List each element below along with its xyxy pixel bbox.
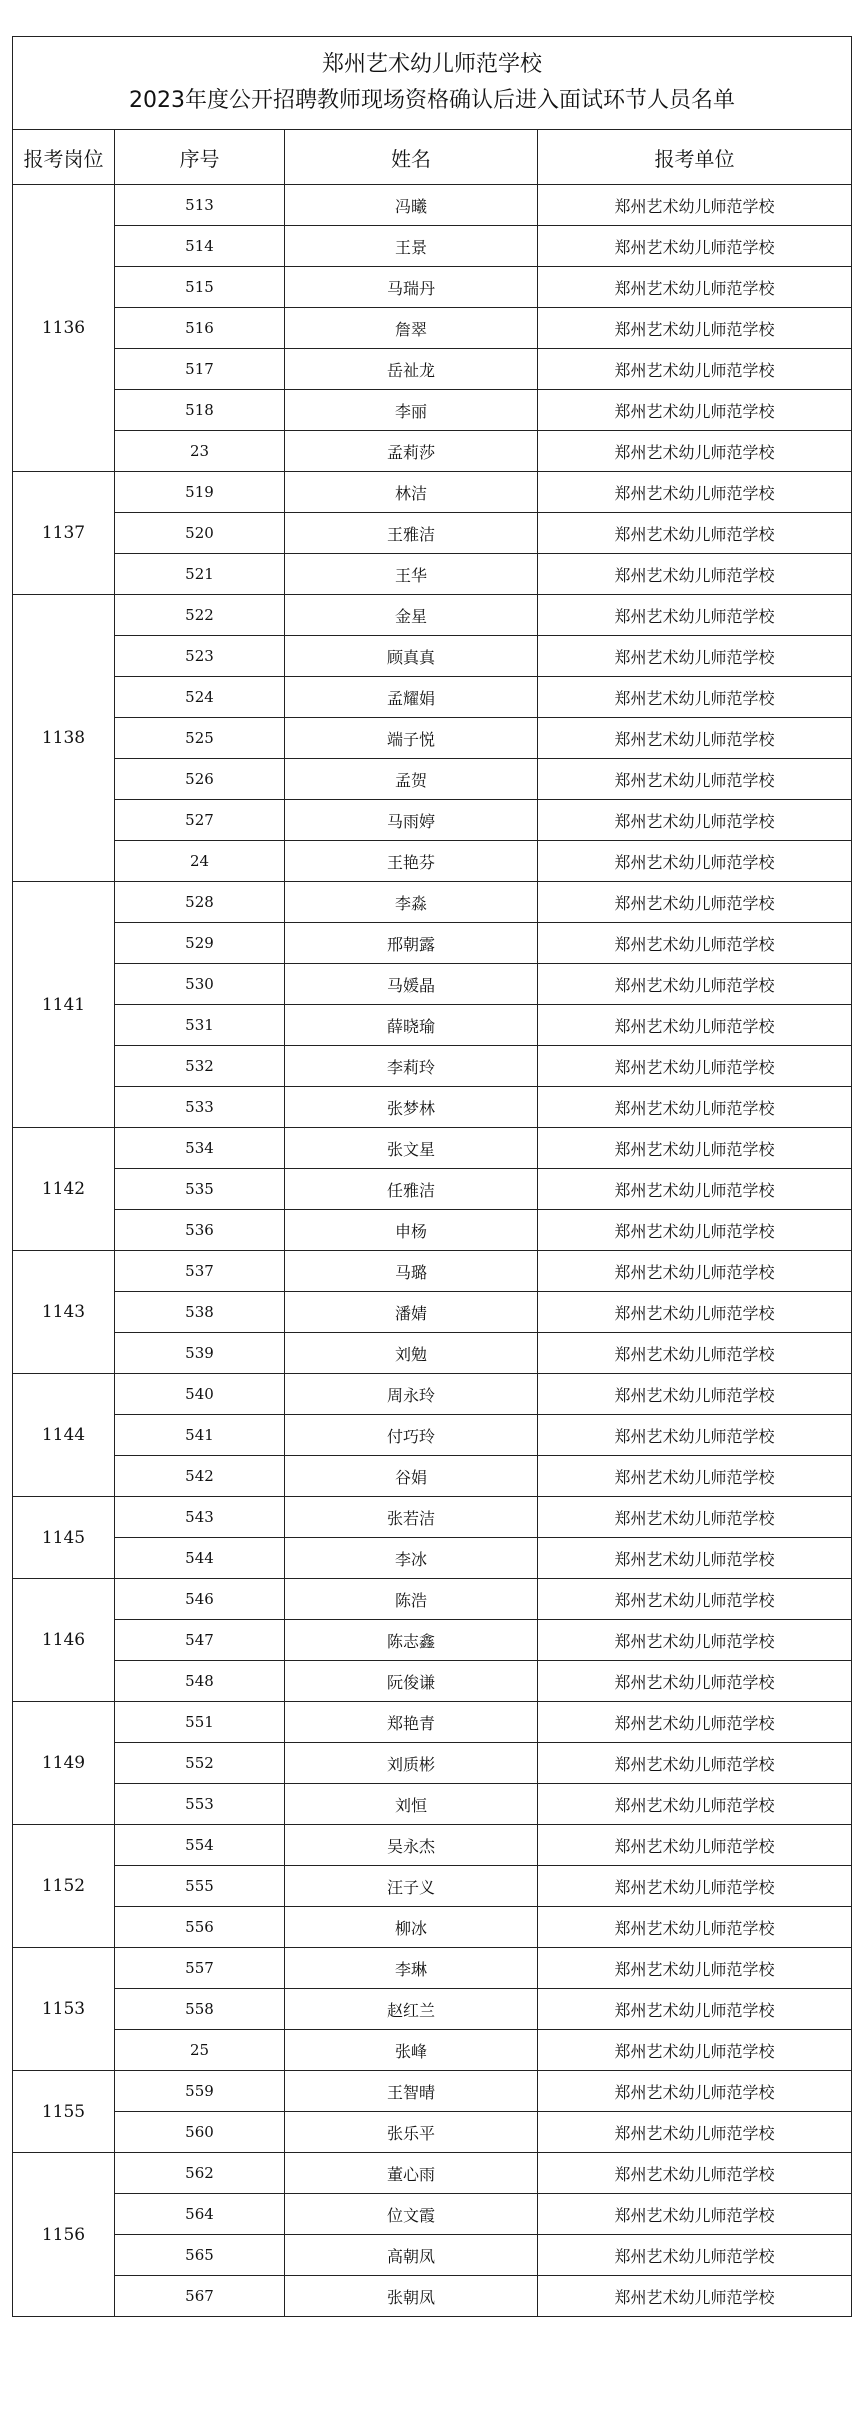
person-name-cell: 张文星 [285,1128,538,1169]
unit-cell: 郑州艺术幼儿师范学校 [538,349,852,390]
table-row [13,1005,852,1046]
unit-cell: 郑州艺术幼儿师范学校 [538,1825,852,1866]
table-row [13,2276,852,2317]
table-row [13,2071,852,2112]
person-name-cell: 李冰 [285,1538,538,1579]
post-code-cell: 1142 [13,1128,115,1251]
post-code-cell: 1138 [13,595,115,882]
post-code-cell: 1153 [13,1948,115,2071]
person-name-cell: 汪子义 [285,1866,538,1907]
serial-number-cell: 551 [115,1702,285,1743]
unit-cell: 郑州艺术幼儿师范学校 [538,390,852,431]
unit-cell: 郑州艺术幼儿师范学校 [538,800,852,841]
person-name-cell: 阮俊谦 [285,1661,538,1702]
table-row [13,1374,852,1415]
post-code-cell: 1137 [13,472,115,595]
serial-number-cell: 521 [115,554,285,595]
person-name-cell: 董心雨 [285,2153,538,2194]
person-name-cell: 邢朝露 [285,923,538,964]
table-row [13,431,852,472]
serial-number-cell: 557 [115,1948,285,1989]
table-row [13,1825,852,1866]
person-name-cell: 薛晓瑜 [285,1005,538,1046]
table-row [13,1251,852,1292]
unit-cell: 郑州艺术幼儿师范学校 [538,308,852,349]
person-name-cell: 陈志鑫 [285,1620,538,1661]
person-name-cell: 李淼 [285,882,538,923]
person-name-cell: 李琳 [285,1948,538,1989]
table-row [13,2112,852,2153]
person-name-cell: 张朝凤 [285,2276,538,2317]
unit-cell: 郑州艺术幼儿师范学校 [538,1251,852,1292]
serial-number-cell: 513 [115,185,285,226]
table-row [13,1046,852,1087]
header-post: 报考岗位 [13,130,115,185]
serial-number-cell: 519 [115,472,285,513]
table-row [13,554,852,595]
serial-number-cell: 525 [115,718,285,759]
unit-cell: 郑州艺术幼儿师范学校 [538,1702,852,1743]
title-school-name: 郑州艺术幼儿师范学校 [321,52,542,77]
table-row [13,1989,852,2030]
serial-number-cell: 538 [115,1292,285,1333]
unit-cell: 郑州艺术幼儿师范学校 [538,2030,852,2071]
post-code-cell: 1156 [13,2153,115,2317]
unit-cell: 郑州艺术幼儿师范学校 [538,226,852,267]
serial-number-cell: 514 [115,226,285,267]
table-row [13,1497,852,1538]
unit-cell: 郑州艺术幼儿师范学校 [538,1866,852,1907]
table-row [13,636,852,677]
unit-cell: 郑州艺术幼儿师范学校 [538,1292,852,1333]
header-unit: 报考单位 [538,130,852,185]
serial-number-cell: 541 [115,1415,285,1456]
serial-number-cell: 544 [115,1538,285,1579]
unit-cell: 郑州艺术幼儿师范学校 [538,1579,852,1620]
post-code-cell: 1145 [13,1497,115,1579]
unit-cell: 郑州艺术幼儿师范学校 [538,185,852,226]
unit-cell: 郑州艺术幼儿师范学校 [538,2071,852,2112]
serial-number-cell: 523 [115,636,285,677]
unit-cell: 郑州艺术幼儿师范学校 [538,1784,852,1825]
table-row [13,1866,852,1907]
serial-number-cell: 528 [115,882,285,923]
personnel-table [12,36,852,2317]
serial-number-cell: 524 [115,677,285,718]
unit-cell: 郑州艺术幼儿师范学校 [538,1538,852,1579]
unit-cell: 郑州艺术幼儿师范学校 [538,923,852,964]
unit-cell: 郑州艺术幼儿师范学校 [538,2153,852,2194]
person-name-cell: 王景 [285,226,538,267]
table-row [13,964,852,1005]
person-name-cell: 张若洁 [285,1497,538,1538]
table-row [13,267,852,308]
table-row [13,349,852,390]
unit-cell: 郑州艺术幼儿师范学校 [538,718,852,759]
serial-number-cell: 534 [115,1128,285,1169]
table-row [13,1210,852,1251]
table-row [13,472,852,513]
table-row [13,1743,852,1784]
unit-cell: 郑州艺术幼儿师范学校 [538,1948,852,1989]
table-row [13,1292,852,1333]
person-name-cell: 高朝凤 [285,2235,538,2276]
person-name-cell: 詹翠 [285,308,538,349]
serial-number-cell: 518 [115,390,285,431]
post-code-cell: 1155 [13,2071,115,2153]
unit-cell: 郑州艺术幼儿师范学校 [538,759,852,800]
person-name-cell: 吴永杰 [285,1825,538,1866]
title-list-description: 2023年度公开招聘教师现场资格确认后进入面试环节人员名单 [129,88,735,113]
serial-number-cell: 515 [115,267,285,308]
table-row [13,390,852,431]
person-name-cell: 王艳芬 [285,841,538,882]
table-row [13,308,852,349]
serial-number-cell: 530 [115,964,285,1005]
person-name-cell: 马雨婷 [285,800,538,841]
table-row [13,1579,852,1620]
serial-number-cell: 529 [115,923,285,964]
serial-number-cell: 564 [115,2194,285,2235]
serial-number-cell: 533 [115,1087,285,1128]
table-row [13,513,852,554]
table-row [13,2030,852,2071]
serial-number-cell: 25 [115,2030,285,2071]
unit-cell: 郑州艺术幼儿师范学校 [538,636,852,677]
table-row [13,1661,852,1702]
person-name-cell: 刘恒 [285,1784,538,1825]
person-name-cell: 郑艳青 [285,1702,538,1743]
person-name-cell: 付巧玲 [285,1415,538,1456]
unit-cell: 郑州艺术幼儿师范学校 [538,1005,852,1046]
table-row [13,2153,852,2194]
person-name-cell: 李丽 [285,390,538,431]
unit-cell: 郑州艺术幼儿师范学校 [538,2276,852,2317]
unit-cell: 郑州艺术幼儿师范学校 [538,1169,852,1210]
serial-number-cell: 552 [115,1743,285,1784]
table-row [13,1538,852,1579]
person-name-cell: 岳祉龙 [285,349,538,390]
unit-cell: 郑州艺术幼儿师范学校 [538,1333,852,1374]
unit-cell: 郑州艺术幼儿师范学校 [538,1046,852,1087]
person-name-cell: 马瑞丹 [285,267,538,308]
person-name-cell: 周永玲 [285,1374,538,1415]
serial-number-cell: 562 [115,2153,285,2194]
person-name-cell: 冯曦 [285,185,538,226]
serial-number-cell: 522 [115,595,285,636]
person-name-cell: 潘婧 [285,1292,538,1333]
table-row [13,1948,852,1989]
table-row [13,1169,852,1210]
serial-number-cell: 555 [115,1866,285,1907]
unit-cell: 郑州艺术幼儿师范学校 [538,1661,852,1702]
unit-cell: 郑州艺术幼儿师范学校 [538,1210,852,1251]
table-row [13,923,852,964]
person-name-cell: 赵红兰 [285,1989,538,2030]
table-row [13,1620,852,1661]
table-row [13,759,852,800]
serial-number-cell: 516 [115,308,285,349]
table-row [13,1784,852,1825]
post-code-cell: 1143 [13,1251,115,1374]
serial-number-cell: 554 [115,1825,285,1866]
unit-cell: 郑州艺术幼儿师范学校 [538,677,852,718]
serial-number-cell: 537 [115,1251,285,1292]
post-code-cell: 1152 [13,1825,115,1948]
person-name-cell: 王雅洁 [285,513,538,554]
post-code-cell: 1144 [13,1374,115,1497]
person-name-cell: 金星 [285,595,538,636]
person-name-cell: 陈浩 [285,1579,538,1620]
table-row [13,1907,852,1948]
table-row [13,800,852,841]
serial-number-cell: 546 [115,1579,285,1620]
unit-cell: 郑州艺术幼儿师范学校 [538,513,852,554]
unit-cell: 郑州艺术幼儿师范学校 [538,1415,852,1456]
unit-cell: 郑州艺术幼儿师范学校 [538,1456,852,1497]
person-name-cell: 端子悦 [285,718,538,759]
table-row [13,882,852,923]
serial-number-cell: 560 [115,2112,285,2153]
table-body [13,185,852,2317]
personnel-list-sheet [12,36,851,2317]
table-row [13,677,852,718]
person-name-cell: 孟莉莎 [285,431,538,472]
serial-number-cell: 532 [115,1046,285,1087]
table-row [13,1087,852,1128]
person-name-cell: 刘勉 [285,1333,538,1374]
serial-number-cell: 539 [115,1333,285,1374]
header-row [13,130,852,185]
unit-cell: 郑州艺术幼儿师范学校 [538,1907,852,1948]
serial-number-cell: 520 [115,513,285,554]
serial-number-cell: 540 [115,1374,285,1415]
serial-number-cell: 558 [115,1989,285,2030]
table-row [13,1128,852,1169]
unit-cell: 郑州艺术幼儿师范学校 [538,472,852,513]
serial-number-cell: 526 [115,759,285,800]
person-name-cell: 林洁 [285,472,538,513]
table-row [13,841,852,882]
person-name-cell: 王华 [285,554,538,595]
serial-number-cell: 517 [115,349,285,390]
unit-cell: 郑州艺术幼儿师范学校 [538,841,852,882]
table-row [13,595,852,636]
table-row [13,185,852,226]
unit-cell: 郑州艺术幼儿师范学校 [538,1620,852,1661]
person-name-cell: 张梦林 [285,1087,538,1128]
unit-cell: 郑州艺术幼儿师范学校 [538,431,852,472]
serial-number-cell: 531 [115,1005,285,1046]
unit-cell: 郑州艺术幼儿师范学校 [538,1497,852,1538]
person-name-cell: 孟耀娟 [285,677,538,718]
unit-cell: 郑州艺术幼儿师范学校 [538,554,852,595]
header-serial: 序号 [115,130,285,185]
person-name-cell: 申杨 [285,1210,538,1251]
table-row [13,1702,852,1743]
unit-cell: 郑州艺术幼儿师范学校 [538,2235,852,2276]
person-name-cell: 马璐 [285,1251,538,1292]
unit-cell: 郑州艺术幼儿师范学校 [538,1374,852,1415]
serial-number-cell: 548 [115,1661,285,1702]
table-row [13,1456,852,1497]
serial-number-cell: 567 [115,2276,285,2317]
person-name-cell: 位文霞 [285,2194,538,2235]
person-name-cell: 柳冰 [285,1907,538,1948]
serial-number-cell: 23 [115,431,285,472]
post-code-cell: 1149 [13,1702,115,1825]
unit-cell: 郑州艺术幼儿师范学校 [538,1989,852,2030]
unit-cell: 郑州艺术幼儿师范学校 [538,2194,852,2235]
unit-cell: 郑州艺术幼儿师范学校 [538,1087,852,1128]
table-row [13,718,852,759]
unit-cell: 郑州艺术幼儿师范学校 [538,882,852,923]
serial-number-cell: 556 [115,1907,285,1948]
serial-number-cell: 553 [115,1784,285,1825]
person-name-cell: 刘质彬 [285,1743,538,1784]
serial-number-cell: 527 [115,800,285,841]
person-name-cell: 马媛晶 [285,964,538,1005]
person-name-cell: 王智晴 [285,2071,538,2112]
unit-cell: 郑州艺术幼儿师范学校 [538,595,852,636]
person-name-cell: 谷娟 [285,1456,538,1497]
table-row [13,1415,852,1456]
person-name-cell: 张乐平 [285,2112,538,2153]
serial-number-cell: 535 [115,1169,285,1210]
post-code-cell: 1136 [13,185,115,472]
unit-cell: 郑州艺术幼儿师范学校 [538,964,852,1005]
post-code-cell: 1146 [13,1579,115,1702]
table-row [13,226,852,267]
post-code-cell: 1141 [13,882,115,1128]
table-title [13,37,852,130]
serial-number-cell: 543 [115,1497,285,1538]
serial-number-cell: 24 [115,841,285,882]
person-name-cell: 任雅洁 [285,1169,538,1210]
table-row [13,2235,852,2276]
table-row [13,2194,852,2235]
serial-number-cell: 536 [115,1210,285,1251]
serial-number-cell: 542 [115,1456,285,1497]
person-name-cell: 孟贺 [285,759,538,800]
serial-number-cell: 565 [115,2235,285,2276]
unit-cell: 郑州艺术幼儿师范学校 [538,2112,852,2153]
unit-cell: 郑州艺术幼儿师范学校 [538,1743,852,1784]
serial-number-cell: 547 [115,1620,285,1661]
unit-cell: 郑州艺术幼儿师范学校 [538,1128,852,1169]
header-name: 姓名 [285,130,538,185]
person-name-cell: 李莉玲 [285,1046,538,1087]
person-name-cell: 张峰 [285,2030,538,2071]
table-row [13,1333,852,1374]
unit-cell: 郑州艺术幼儿师范学校 [538,267,852,308]
person-name-cell: 顾真真 [285,636,538,677]
serial-number-cell: 559 [115,2071,285,2112]
